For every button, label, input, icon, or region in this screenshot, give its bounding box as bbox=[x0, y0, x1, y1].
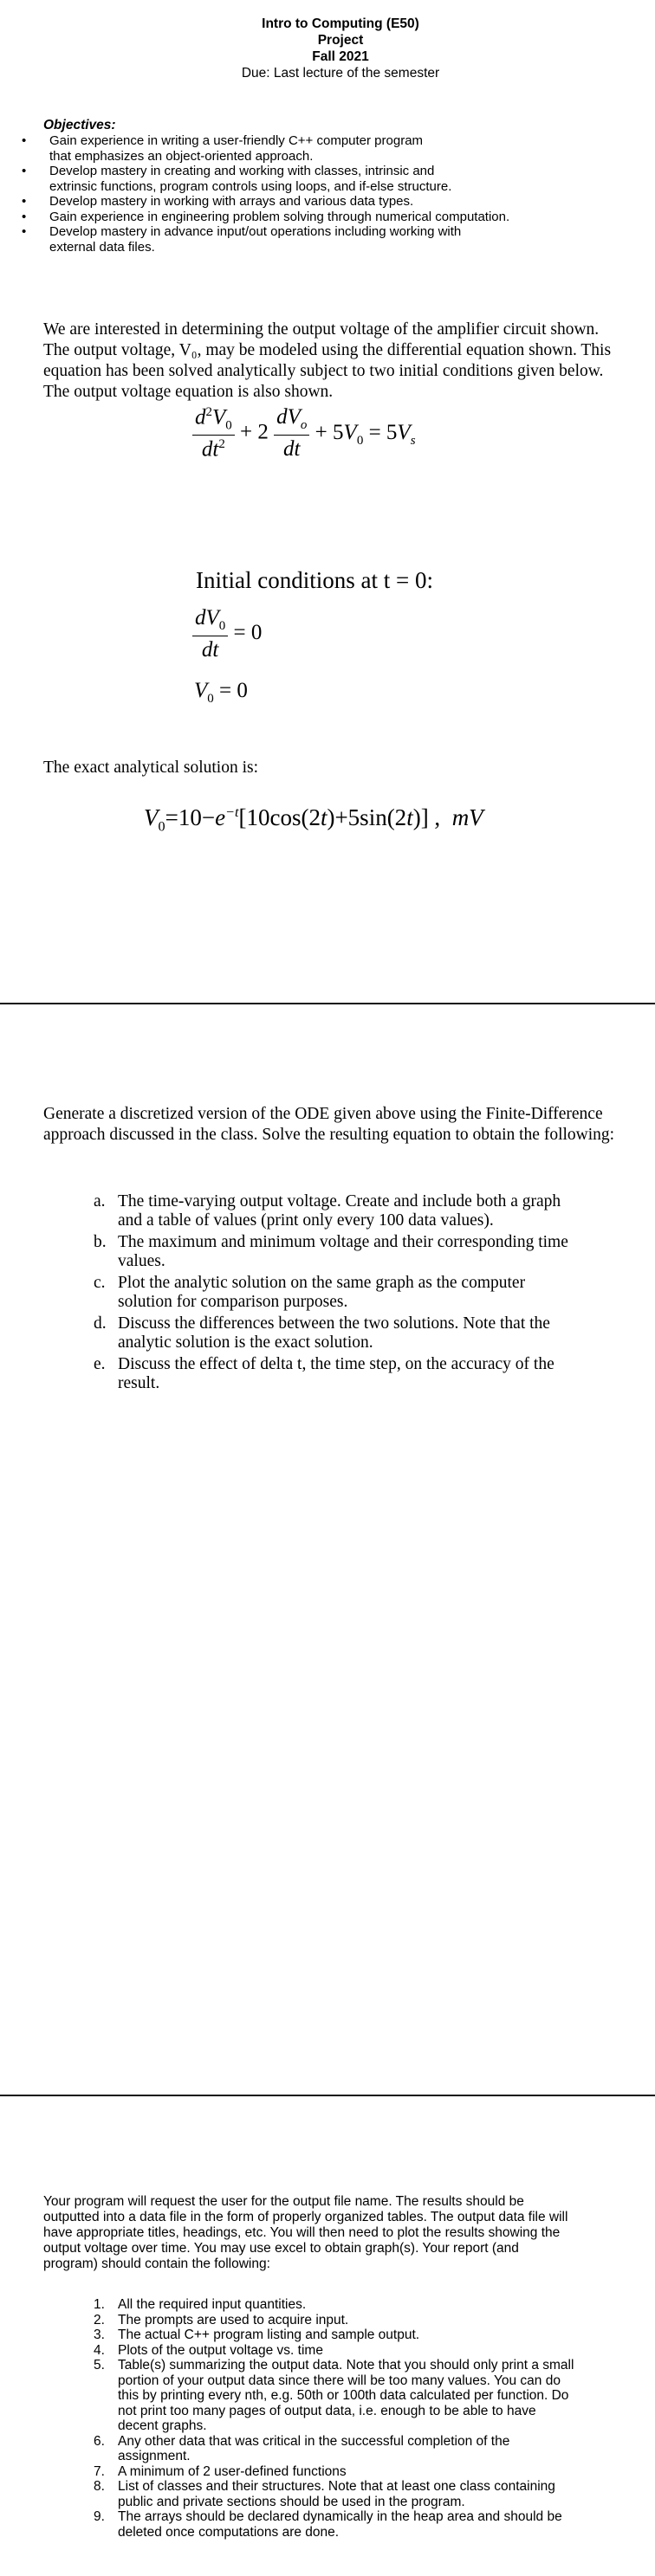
objective-item bbox=[0, 194, 650, 210]
requirement-marker: 1. bbox=[94, 2297, 105, 2312]
due-date: Due: Last lecture of the semester bbox=[241, 66, 440, 81]
bullet-icon: • bbox=[22, 209, 27, 224]
item-text-line: program) should contain the following: bbox=[43, 2256, 270, 2271]
requirement-item bbox=[0, 2509, 655, 2540]
objective-item bbox=[0, 210, 650, 225]
second-derivative: $\frac{d^2V_0}{dt^2}$ bbox=[192, 405, 235, 462]
initial-condition-2: $V_0 = 0$ bbox=[194, 679, 248, 706]
first-derivative: $\frac{dV_o}{dt}$ bbox=[274, 405, 309, 462]
item-text-line: Discuss the effect of delta t, the time step, on the accuracy of the bbox=[118, 1355, 554, 1373]
task-marker: e. bbox=[94, 1355, 106, 1373]
objective-item bbox=[0, 164, 650, 194]
item-text-line: values. bbox=[118, 1252, 165, 1270]
task-item bbox=[0, 1274, 655, 1312]
item-text-line: decent graphs. bbox=[118, 2418, 207, 2433]
page-1 bbox=[0, 0, 655, 1003]
task-item bbox=[0, 1192, 655, 1230]
item-text-line: outputted into a data file in the form of properly organized tables. The output data file will bbox=[43, 2210, 568, 2224]
task-item bbox=[0, 1314, 655, 1353]
objectives-section bbox=[22, 118, 650, 255]
requirement-item bbox=[0, 2358, 655, 2434]
item-text-line: The maximum and minimum voltage and their corresponding time bbox=[118, 1233, 568, 1251]
objectives-list bbox=[0, 133, 650, 255]
term: Fall 2021 bbox=[312, 49, 369, 64]
item-text-line: and a table of values (print only every 100 data values). bbox=[118, 1211, 494, 1230]
item-text-line: have appropriate titles, headings, etc. You will then need to plot the results showing the bbox=[43, 2225, 561, 2240]
requirement-item bbox=[0, 2297, 655, 2313]
item-text-line: The actual C++ program listing and sample output. bbox=[118, 2327, 420, 2342]
ode-equation: $\frac{d^2V_0}{dt^2}$ + 2 $\frac{dV_o}{dt}$ + $5V_0 = 5V_s$ bbox=[192, 405, 416, 462]
item-text-line: Develop mastery in working with arrays and various data types. bbox=[49, 194, 414, 209]
task-item bbox=[0, 1355, 655, 1393]
task-list bbox=[0, 1192, 655, 1396]
task-marker: b. bbox=[94, 1233, 107, 1251]
requirement-item bbox=[0, 2464, 655, 2480]
requirement-marker: 9. bbox=[94, 2509, 105, 2524]
requirement-marker: 5. bbox=[94, 2358, 105, 2373]
objective-item bbox=[0, 224, 650, 255]
requirements-list bbox=[0, 2297, 655, 2540]
item-text-line: Gain experience in engineering problem solving through numerical computation. bbox=[49, 209, 510, 224]
page-3 bbox=[0, 2096, 655, 2576]
item-text-line: portion of your output data since there will be too many values. You can do bbox=[118, 2373, 561, 2388]
objectives-title: Objectives: bbox=[43, 118, 116, 132]
task-item bbox=[0, 1233, 655, 1271]
initial-condition-1: $\frac{dV_0}{dt}$ = 0 bbox=[192, 606, 262, 662]
bullet-icon: • bbox=[22, 194, 27, 209]
bullet-icon: • bbox=[22, 133, 27, 148]
item-text-line: assignment. bbox=[118, 2449, 191, 2463]
requirement-item bbox=[0, 2434, 655, 2464]
requirement-marker: 8. bbox=[94, 2479, 105, 2494]
item-text-line: Gain experience in writing a user-friendly C++ computer program bbox=[49, 133, 424, 148]
task-marker: c. bbox=[94, 1274, 106, 1292]
requirement-marker: 3. bbox=[94, 2327, 105, 2342]
requirement-marker: 4. bbox=[94, 2342, 105, 2358]
task-marker: d. bbox=[94, 1314, 107, 1333]
task-marker: a. bbox=[94, 1192, 106, 1211]
item-text-line: Any other data that was critical in the successful completion of the bbox=[118, 2433, 510, 2449]
item-text-line: external data files. bbox=[49, 239, 155, 255]
item-text-line: Plot the analytic solution on the same graph as the computer bbox=[118, 1274, 526, 1292]
item-text-line: result. bbox=[118, 1374, 160, 1392]
item-text-line: solution for comparison purposes. bbox=[118, 1293, 348, 1311]
requirement-item bbox=[0, 2313, 655, 2328]
requirement-marker: 2. bbox=[94, 2312, 105, 2327]
item-text-line: Develop mastery in creating and working with classes, intrinsic and bbox=[49, 164, 435, 178]
item-text-line: this by printing every nth, e.g. 50th or 100th data calculated per function. Do bbox=[118, 2388, 569, 2403]
item-text-line: List of classes and their structures. Note that at least one class containing bbox=[118, 2479, 555, 2494]
requirement-marker: 7. bbox=[94, 2463, 105, 2479]
item-text-line: output voltage over time. You may use excel to obtain graph(s). Your report (and bbox=[43, 2241, 519, 2256]
intro-paragraph: We are interested in determining the output voltage of the amplifier circuit shown. The output voltage, V₀, may be modeled using the differential equation shown. This equation has been solved analytically subject to two initial conditions given below. The output voltage equation is also shown. bbox=[43, 320, 612, 401]
item-text-line: Plots of the output voltage vs. time bbox=[118, 2342, 323, 2358]
document-type: Project bbox=[317, 33, 364, 48]
objective-item bbox=[0, 133, 650, 164]
item-text-line: public and private sections should be used in the program. bbox=[118, 2494, 465, 2509]
initial-conditions-title: Initial conditions at t = 0: bbox=[196, 567, 433, 593]
item-text-line: Table(s) summarizing the output data. Note that you should only print a small bbox=[118, 2358, 574, 2373]
item-text-line: The arrays should be declared dynamically in the heap area and should be bbox=[118, 2509, 562, 2524]
requirement-item bbox=[0, 2343, 655, 2359]
item-text-line: deleted once computations are done. bbox=[118, 2524, 340, 2540]
requirement-marker: 6. bbox=[94, 2433, 105, 2449]
item-text-line: Your program will request the user for the output file name. The results should be bbox=[43, 2194, 524, 2209]
item-text-line: not print too many pages of output data, i.e. enough to be able to have bbox=[118, 2403, 536, 2418]
bullet-icon: • bbox=[22, 224, 27, 239]
document-header bbox=[0, 16, 655, 81]
exact-solution-label: The exact analytical solution is: bbox=[43, 759, 259, 777]
item-text-line: Discuss the differences between the two solutions. Note that the bbox=[118, 1314, 550, 1333]
item-text-line: All the required input quantities. bbox=[118, 2297, 307, 2312]
item-text-line: Develop mastery in advance input/out operations including working with bbox=[49, 224, 462, 239]
requirement-item bbox=[0, 2327, 655, 2343]
item-text-line: A minimum of 2 user-defined functions bbox=[118, 2463, 347, 2479]
page-2 bbox=[0, 1004, 655, 2095]
requirement-item bbox=[0, 2479, 655, 2509]
item-text-line: analytic solution is the exact solution. bbox=[118, 1333, 373, 1352]
item-text-line: The prompts are used to acquire input. bbox=[118, 2312, 349, 2327]
exact-solution-equation: $V_0=10-e^{-t}[10\cos(2t)+5\sin(2t)]$ , mV bbox=[144, 804, 483, 835]
course-title: Intro to Computing (E50) bbox=[262, 16, 419, 31]
item-text-line: that emphasizes an object-oriented approach. bbox=[49, 148, 314, 164]
task-paragraph: Generate a discretized version of the ODE given above using the Finite-Difference approach discussed in the class. Solve the resulting equation to obtain the following: bbox=[43, 1105, 615, 1144]
bullet-icon: • bbox=[22, 164, 27, 178]
item-text-line: extrinsic functions, program controls using loops, and if-else structure. bbox=[49, 178, 452, 194]
item-text-line: The time-varying output voltage. Create and include both a graph bbox=[118, 1192, 561, 1211]
report-paragraph bbox=[43, 2194, 655, 2272]
